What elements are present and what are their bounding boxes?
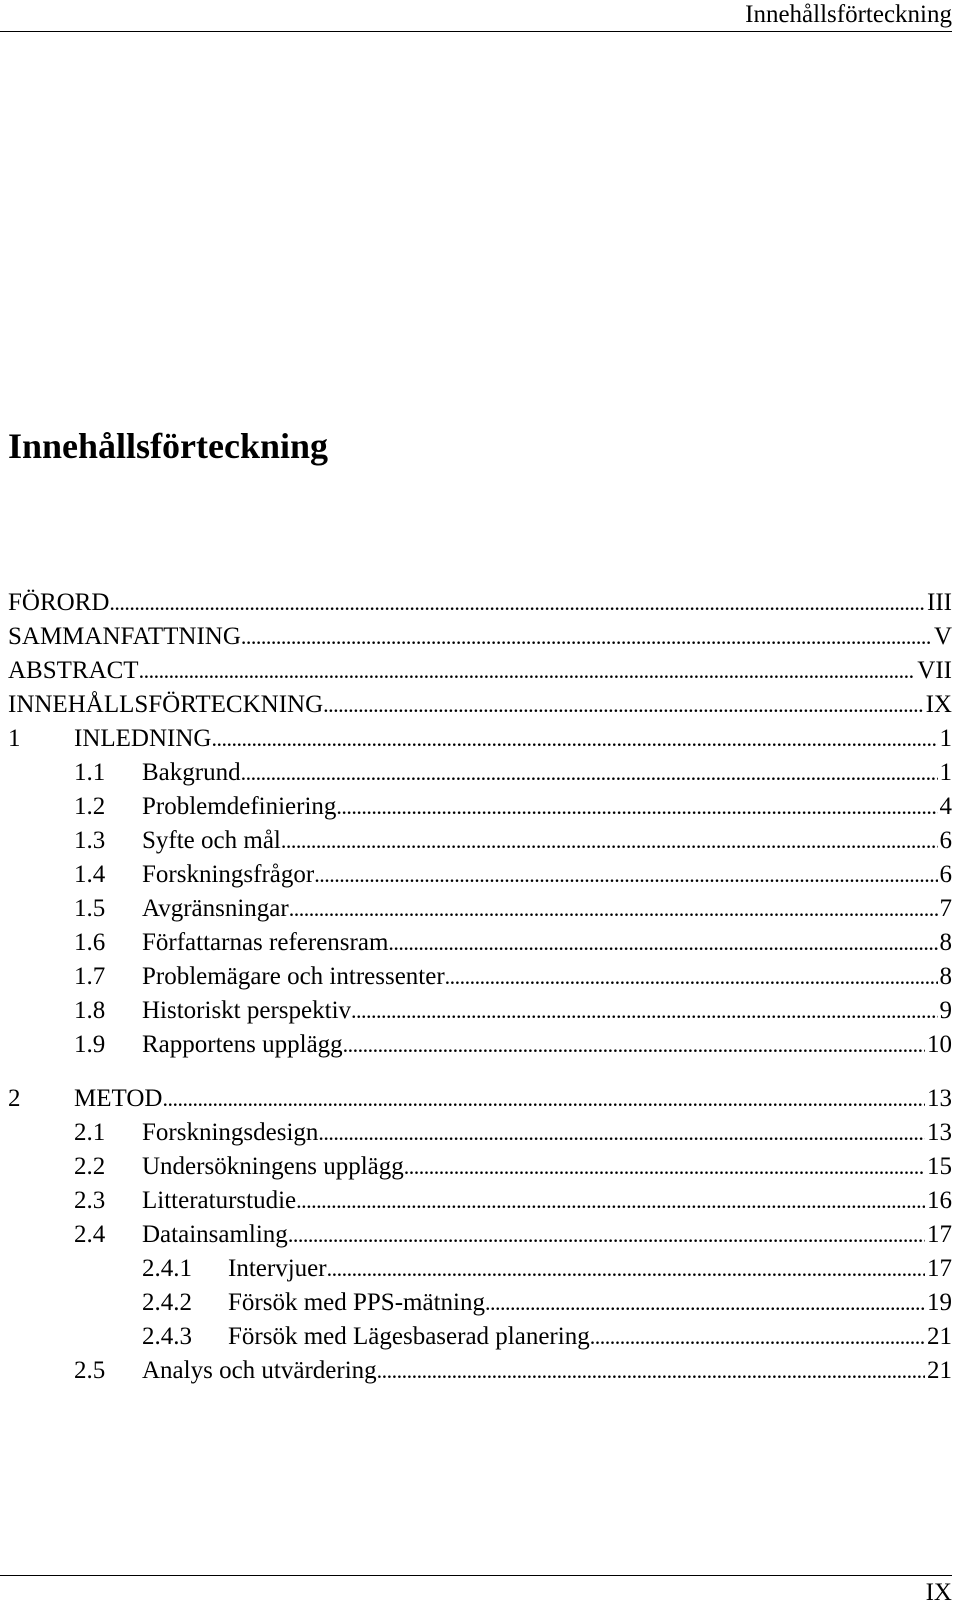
dot-leader — [162, 1082, 925, 1116]
toc-entry-label: Datainsamling — [142, 1221, 288, 1248]
toc-entry-label: INLEDNING — [74, 725, 212, 752]
toc-entry-number: 1.2 — [74, 793, 106, 820]
toc-entry-number: 1.1 — [74, 759, 106, 786]
toc-entry-number: 2.4.3 — [142, 1323, 192, 1350]
toc-entry[interactable] — [8, 1184, 952, 1218]
toc-entry[interactable] — [8, 858, 952, 892]
toc-entry-label: Försök med PPS-mätning — [228, 1289, 485, 1316]
toc-entry-label: INNEHÅLLSFÖRTECKNING — [8, 691, 324, 718]
toc-entry-label: Litteraturstudie — [142, 1187, 297, 1214]
toc-entry[interactable] — [8, 1320, 952, 1354]
toc-entry-number: 2.5 — [74, 1357, 106, 1384]
toc-entry-label: Bakgrund — [142, 759, 241, 786]
toc-entry-page: 13 — [927, 1085, 952, 1112]
toc-entry-label: Försök med Lägesbaserad planering — [228, 1323, 590, 1350]
toc-entry[interactable] — [8, 1116, 952, 1150]
toc-entry-page: 21 — [927, 1323, 952, 1350]
dot-leader — [211, 722, 937, 756]
toc-entry-number: 1.9 — [74, 1031, 106, 1058]
toc-entry-page: 6 — [939, 827, 952, 854]
toc-entry[interactable] — [8, 586, 952, 620]
toc-entry-number: 1.3 — [74, 827, 106, 854]
toc-entry[interactable] — [8, 1252, 952, 1286]
toc-entry-number: 2.1 — [74, 1119, 106, 1146]
dot-leader — [241, 756, 938, 790]
toc-entry-label: SAMMANFATTNING — [8, 623, 241, 650]
toc-entry-label: ABSTRACT — [8, 657, 139, 684]
toc-entry[interactable] — [8, 756, 952, 790]
toc-entry-page: VII — [917, 657, 952, 684]
running-header — [0, 0, 952, 32]
dot-leader — [445, 960, 938, 994]
dot-leader — [343, 1028, 925, 1062]
dot-leader — [296, 1184, 925, 1218]
dot-leader — [314, 858, 937, 892]
toc-entry[interactable] — [8, 790, 952, 824]
dot-leader — [139, 654, 916, 688]
dot-leader — [323, 688, 923, 722]
toc-entry-page: 4 — [939, 793, 952, 820]
toc-entry-number: 1 — [8, 725, 21, 752]
toc-entry-label: Undersökningens upplägg — [142, 1153, 404, 1180]
toc-entry[interactable] — [8, 722, 952, 756]
toc-entry-page: 16 — [927, 1187, 952, 1214]
toc-entry-page: 15 — [927, 1153, 952, 1180]
toc-entry-label: Analys och utvärdering — [142, 1357, 377, 1384]
dot-leader — [109, 586, 925, 620]
dot-leader — [318, 1116, 925, 1150]
toc-entry-number: 1.8 — [74, 997, 106, 1024]
toc-entry[interactable] — [8, 688, 952, 722]
dot-leader — [590, 1320, 925, 1354]
toc-entry-page: IX — [925, 691, 952, 718]
toc-entry[interactable] — [8, 1082, 952, 1116]
toc-entry-label: Problemägare och intressenter — [142, 963, 445, 990]
dot-leader — [485, 1286, 925, 1320]
toc-entry[interactable] — [8, 926, 952, 960]
toc-entry-page: 1 — [939, 759, 952, 786]
toc-entry-number: 2 — [8, 1085, 21, 1112]
toc-entry-label: Forskningsfrågor — [142, 861, 315, 888]
toc-entry[interactable] — [8, 654, 952, 688]
toc-entry-page: 13 — [927, 1119, 952, 1146]
toc-entry-page: III — [927, 589, 952, 616]
dot-leader — [288, 1218, 925, 1252]
toc-entry[interactable] — [8, 960, 952, 994]
dot-leader — [281, 824, 938, 858]
toc-entry-label: Avgränsningar — [142, 895, 289, 922]
dot-leader — [388, 926, 937, 960]
toc-entry-page: 21 — [927, 1357, 952, 1384]
toc-entry-label: Syfte och mål — [142, 827, 281, 854]
toc-entry-label: Intervjuer — [228, 1255, 327, 1282]
running-footer — [0, 1575, 952, 1606]
page-number: IX — [925, 1579, 952, 1606]
toc-entry-page: 8 — [939, 963, 952, 990]
toc-entry-page: 17 — [927, 1221, 952, 1248]
toc-entry-number: 1.7 — [74, 963, 106, 990]
toc-entry[interactable] — [8, 824, 952, 858]
toc-entry-page: 6 — [939, 861, 952, 888]
toc-entry[interactable] — [8, 1218, 952, 1252]
toc-entry-page: 19 — [927, 1289, 952, 1316]
toc-entry[interactable] — [8, 1354, 952, 1388]
toc-entry[interactable] — [8, 892, 952, 926]
dot-leader — [377, 1354, 925, 1388]
dot-leader — [351, 994, 937, 1028]
toc-entry-page: 1 — [939, 725, 952, 752]
table-of-contents — [8, 586, 952, 1388]
toc-entry[interactable] — [8, 620, 952, 654]
toc-entry-label: Historiskt perspektiv — [142, 997, 352, 1024]
page-title: Innehållsförteckning — [8, 426, 329, 466]
dot-leader — [327, 1252, 925, 1286]
toc-entry-label: Problemdefiniering — [142, 793, 337, 820]
toc-entry-page: 9 — [939, 997, 952, 1024]
toc-entry[interactable] — [8, 1286, 952, 1320]
toc-entry-number: 1.5 — [74, 895, 106, 922]
toc-entry-label: Rapportens upplägg — [142, 1031, 343, 1058]
toc-entry[interactable] — [8, 1150, 952, 1184]
toc-entry-page: 17 — [927, 1255, 952, 1282]
running-header-text: Innehållsförteckning — [745, 1, 952, 28]
toc-entry-number: 2.4.2 — [142, 1289, 192, 1316]
dot-leader — [289, 892, 938, 926]
toc-entry-page: 8 — [939, 929, 952, 956]
toc-entry-label: METOD — [74, 1085, 163, 1112]
toc-entry-page: 7 — [939, 895, 952, 922]
toc-entry-number: 1.4 — [74, 861, 106, 888]
dot-leader — [241, 620, 932, 654]
toc-entry-number: 1.6 — [74, 929, 106, 956]
toc-entry-label: Författarnas referensram — [142, 929, 389, 956]
toc-entry-number: 2.2 — [74, 1153, 106, 1180]
toc-entry-page: V — [933, 623, 952, 650]
toc-entry-number: 2.4 — [74, 1221, 106, 1248]
toc-entry[interactable] — [8, 994, 952, 1028]
toc-entry-number: 2.4.1 — [142, 1255, 192, 1282]
toc-entry-label: Forskningsdesign — [142, 1119, 319, 1146]
toc-entry-page: 10 — [927, 1031, 952, 1058]
toc-entry-label: FÖRORD — [8, 589, 110, 616]
dot-leader — [336, 790, 937, 824]
toc-entry-number: 2.3 — [74, 1187, 106, 1214]
dot-leader — [404, 1150, 925, 1184]
toc-entry[interactable] — [8, 1028, 952, 1062]
